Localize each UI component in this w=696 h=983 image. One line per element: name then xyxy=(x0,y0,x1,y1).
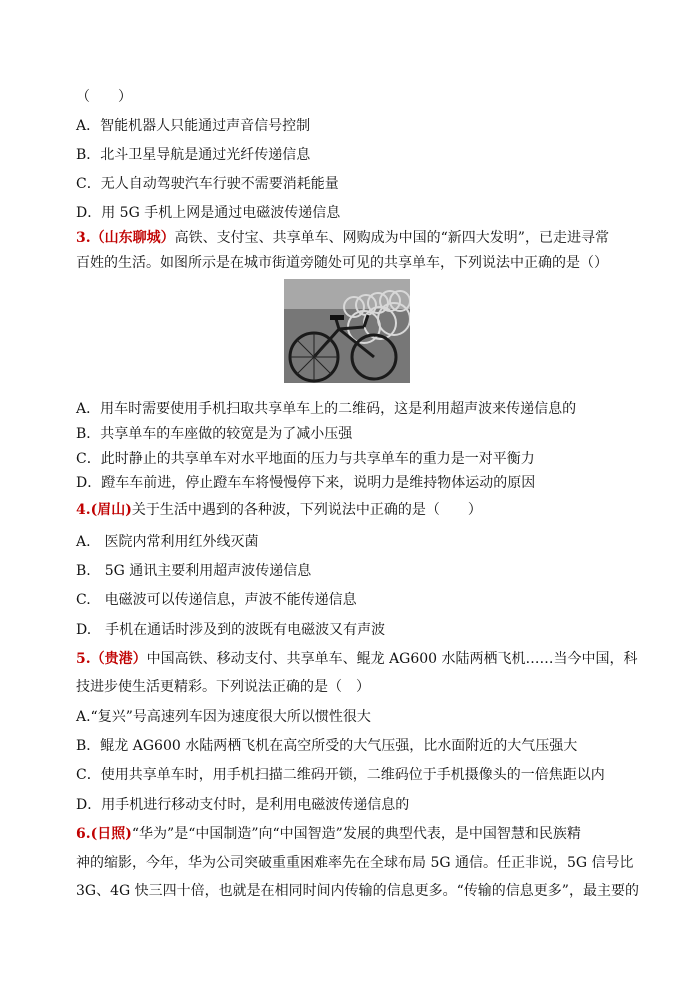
q4-option-c: C. 电磁波可以传递信息，声波不能传递信息 xyxy=(76,592,357,608)
q5-option-a: A.“复兴”号高速列车因为速度很大所以惯性很大 xyxy=(76,709,371,725)
q3-number: 3. xyxy=(76,230,91,246)
q6-source: (日照) xyxy=(90,826,132,842)
option-a: A．智能机器人只能通过声音信号控制 xyxy=(76,118,311,134)
q4-source: (眉山) xyxy=(90,502,132,518)
q3-stem-line1 xyxy=(76,228,609,248)
q3-option-c: C．此时静止的共享单车对水平地面的压力与共享单车的重力是一对平衡力 xyxy=(76,451,535,467)
q4-option-d: D. 手机在通话时涉及到的波既有电磁波又有声波 xyxy=(76,622,386,638)
q3-source: （山东聊城） xyxy=(90,230,175,246)
q4-option-b: B. 5G 通讯主要利用超声波传递信息 xyxy=(76,563,312,579)
q6-stem-line1 xyxy=(76,824,581,844)
q4-stem xyxy=(76,500,482,520)
q6-number: 6. xyxy=(76,826,91,842)
q6-stem-line2: 神的缩影，今年，华为公司突破重重困难率先在全球布局 5G 通信。任正非说，5G 信号比 xyxy=(76,855,634,871)
q4-option-a: A. 医院内常利用红外线灭菌 xyxy=(76,534,259,550)
option-b: B．北斗卫星导航是通过光纤传递信息 xyxy=(76,147,311,163)
shared-bikes-photo xyxy=(284,279,410,383)
q3-option-a: A．用车时需要使用手机扫取共享单车上的二维码，这是利用超声波来传递信息的 xyxy=(76,401,577,417)
answer-bracket: （ ） xyxy=(76,89,132,105)
bicycles-image xyxy=(284,279,410,383)
q5-option-c: C．使用共享单车时，用手机扫描二维码开锁，二维码位于手机摄像头的一倍焦距以内 xyxy=(76,767,605,783)
q6-stem-line3: 3G、4G 快三四十倍，也就是在相同时间内传输的信息更多。“传输的信息更多”，最主要的 xyxy=(76,883,639,899)
q3-option-d: D．蹬车车前进，停止蹬车车将慢慢停下来，说明力是维持物体运动的原因 xyxy=(76,475,536,491)
q5-stem-line2: 技进步使生活更精彩。下列说法正确的是（ ） xyxy=(76,679,370,695)
q3-text1: 高铁、支付宝、共享单车、网购成为中国的“新四大发明”，已走进寻常 xyxy=(174,230,609,246)
q5-stem-line1 xyxy=(76,649,638,669)
q5-text1: 中国高铁、移动支付、共享单车、鲲龙 AG600 水陆两栖飞机……当今中国，科 xyxy=(146,651,638,667)
q5-source: （贵港） xyxy=(90,651,147,667)
q5-option-b: B．鲲龙 AG600 水陆两栖飞机在高空所受的大气压强，比水面附近的大气压强大 xyxy=(76,738,578,754)
q4-number: 4. xyxy=(76,502,91,518)
option-d: D．用 5G 手机上网是通过电磁波传递信息 xyxy=(76,205,341,221)
q3-option-b: B．共享单车的车座做的较宽是为了减小压强 xyxy=(76,426,353,442)
q5-number: 5. xyxy=(76,651,91,667)
q3-stem-line2: 百姓的生活。如图所示是在城市街道旁随处可见的共享单车，下列说法中正确的是（） xyxy=(76,255,608,271)
q6-text1: “华为”是“中国制造”向“中国智造”发展的典型代表，是中国智慧和民族精 xyxy=(131,826,581,842)
q4-text: 关于生活中遇到的各种波，下列说法中正确的是（ ） xyxy=(131,502,482,518)
option-c: C．无人自动驾驶汽车行驶不需要消耗能量 xyxy=(76,176,339,192)
q5-option-d: D．用手机进行移动支付时，是利用电磁波传递信息的 xyxy=(76,797,410,813)
